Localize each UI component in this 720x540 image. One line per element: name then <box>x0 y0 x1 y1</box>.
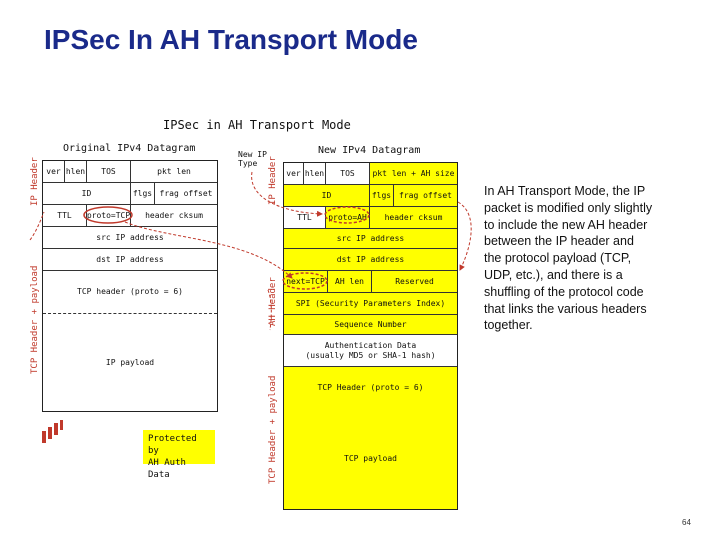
legend-line-1: Protected by <box>148 434 197 456</box>
original-datagram-heading: Original IPv4 Datagram <box>63 143 196 154</box>
new-datagram-heading: New IPv4 Datagram <box>318 145 421 156</box>
original-ip-payload-cell: IP payload <box>105 357 155 367</box>
new-auth-data-line-2: (usually MD5 or SHA-1 hash) <box>305 350 436 360</box>
new-cksum-cell: header cksum <box>370 207 457 228</box>
legend-line-2: AH Auth Data <box>148 458 186 480</box>
original-pktlen-cell: pkt len <box>157 167 191 176</box>
pkt-len-arrow <box>458 202 471 270</box>
new-ip-type-label: New IP Type <box>238 150 267 168</box>
ah-header-bracket <box>268 290 271 330</box>
original-hlen-cell: hlen <box>65 161 87 182</box>
new-auth-data-line-1: Authentication Data <box>324 340 417 350</box>
new-tcp-payload-cell: TCP payload <box>344 453 397 463</box>
logo-icon <box>42 420 63 443</box>
original-dst-ip-cell: dst IP address <box>96 255 164 264</box>
original-tcp-header-cell: TCP header (proto = 6) <box>77 286 183 296</box>
new-hlen-cell: hlen <box>304 163 326 184</box>
slide-title: IPSec In AH Transport Mode <box>44 24 418 55</box>
page-number: 64 <box>682 518 691 527</box>
new-tcp-header-label: TCP Header + payload <box>268 375 278 484</box>
new-ttl-cell: TTL <box>284 207 326 228</box>
new-reserved-cell: Reserved <box>395 277 434 286</box>
original-ttl-cell: TTL <box>43 205 87 226</box>
new-id-cell: ID <box>284 185 370 206</box>
proto-move-arrow <box>125 222 292 278</box>
new-sequence-cell: Sequence Number <box>334 320 407 329</box>
new-proto-cell: proto=AH <box>326 207 370 228</box>
next-tcp-highlight <box>283 273 327 289</box>
proto-ah-highlight <box>325 207 369 223</box>
new-ip-type-arrow <box>252 172 322 214</box>
new-ip-header-label: IP Header <box>268 156 278 205</box>
new-ah-len-cell: AH len <box>328 271 372 292</box>
new-tos-cell: TOS <box>326 163 370 184</box>
new-flags-cell: flgs <box>370 185 394 206</box>
proto-tcp-highlight <box>84 207 132 223</box>
new-spi-cell: SPI (Security Parameters Index) <box>295 299 446 308</box>
new-ver-cell: ver <box>284 163 304 184</box>
original-fragoffset-cell: frag offset <box>159 189 213 198</box>
original-tos-cell: TOS <box>87 161 131 182</box>
new-next-tcp-cell: next=TCP <box>284 271 328 292</box>
original-tcp-header-label: TCP Header + payload <box>30 265 40 374</box>
new-fragoffset-cell: frag offset <box>399 191 452 200</box>
new-ah-header-label: AH Header <box>268 277 278 326</box>
original-cksum-cell: header cksum <box>145 211 203 220</box>
diagram-title: IPSec in AH Transport Mode <box>163 118 351 132</box>
original-ip-header-label: IP Header <box>30 157 40 206</box>
original-id-cell: ID <box>43 183 131 204</box>
original-proto-cell: proto=TCP <box>87 205 131 226</box>
description-text: In AH Transport Mode, the IP packet is modified only slightly to include the new AH header between the IP header and the protocol payload (TCP, UDP, etc.), and there is a shuffling of the protocol code that links the various headers together. <box>484 184 653 333</box>
legend-box <box>143 430 215 480</box>
original-src-ip-cell: src IP address <box>96 233 164 242</box>
original-ver-cell: ver <box>43 161 65 182</box>
new-dst-ip-cell: dst IP address <box>336 255 405 264</box>
original-ip-bracket <box>30 212 44 240</box>
new-pktlen-cell: pkt len + AH size <box>370 163 457 184</box>
new-src-ip-cell: src IP address <box>336 234 405 243</box>
new-tcp-header-cell: TCP Header (proto = 6) <box>317 382 424 392</box>
original-flags-cell: flgs <box>131 183 155 204</box>
